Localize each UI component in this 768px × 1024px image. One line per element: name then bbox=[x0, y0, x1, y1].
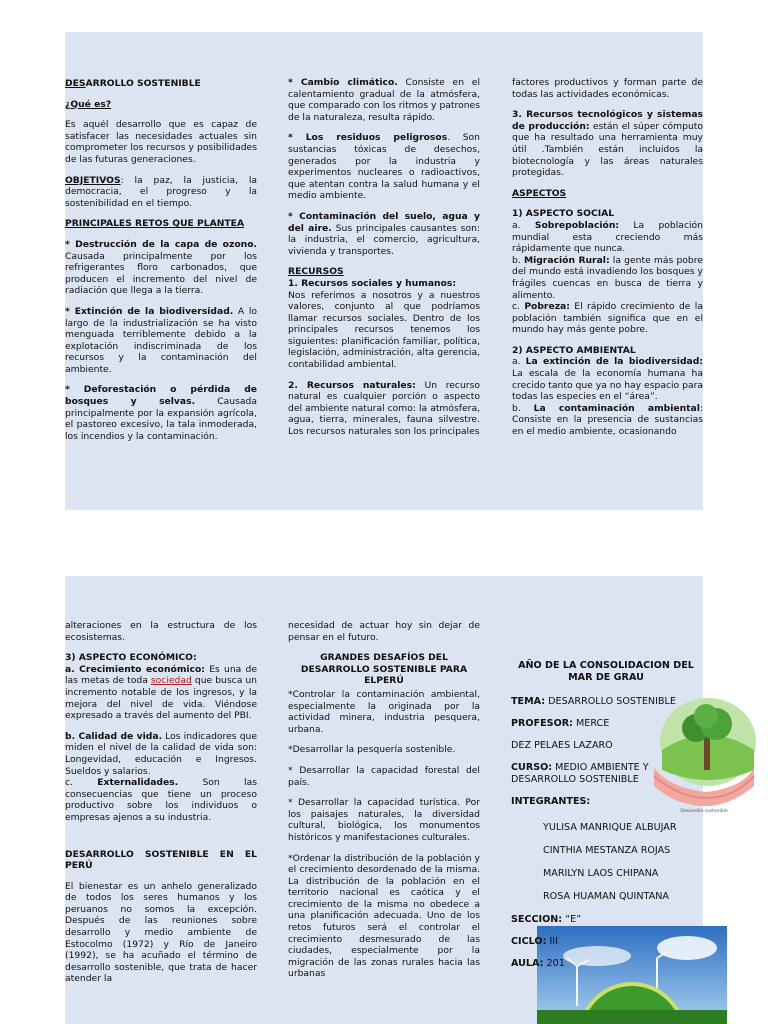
page2-column-2 bbox=[288, 620, 480, 989]
page1-column-3 bbox=[512, 77, 703, 447]
alteraciones-text: alteraciones en la estructura de los ecosistemas. bbox=[65, 620, 257, 643]
seccion-row: SECCION: “E” bbox=[511, 914, 582, 925]
residuos-peligrosos: * Los residuos peligrosos. Son sustancias tóxicas de desechos, generados por la industria y experimentos nucleares o radioactivos, que atentan contra la salud humana y el medio ambiente. bbox=[288, 132, 480, 202]
ciclo-row: CICLO: III bbox=[511, 936, 558, 947]
aspectos-heading: ASPECTOS bbox=[512, 187, 567, 199]
crecimiento-economico: a. Crecimiento económico: Es una de las metas de toda sociedad que busca un incremento notable de los ingresos, y la mejora del nivel de vida. Viéndose expresado a través del aumento del PBI. bbox=[65, 663, 257, 722]
tema-row: TEMA: DESARROLLO SOSTENIBLE bbox=[511, 696, 676, 707]
document-title: DESARROLLO SOSTENIBLE bbox=[65, 78, 201, 89]
objetivos-label: OBJETIVOS bbox=[65, 174, 121, 186]
que-es-heading: ¿Qué es? bbox=[65, 98, 112, 110]
migracion-rural: b. Migración Rural: la gente más pobre del mundo está invadiendo los bosques y frágiles cuencas en busca de tierra y alimento. bbox=[512, 254, 703, 301]
aspecto-economico-heading: 3) ASPECTO ECONÓMICO: bbox=[65, 652, 197, 664]
year-title: AÑO DE LA CONSOLIDACION DEL MAR DE GRAU bbox=[518, 660, 694, 683]
desafio-contaminacion: *Controlar la contaminación ambiental, especialmente la originada por la actividad minera, industria pesquera, urbana. bbox=[288, 688, 480, 735]
member-4: ROSA HUAMAN QUINTANA bbox=[543, 891, 669, 902]
objetivos-paragraph: OBJETIVOS: la paz, la justicia, la democracia, el progreso y la sostenibilidad en el tiempo. bbox=[65, 174, 257, 209]
externalidades: c. Externalidades. Son las consecuencias que tiene un proceso productivo sobre los individuos o empresas ajenos a su industria. bbox=[65, 777, 257, 823]
illustration-caption: Desarrollo sostenible bbox=[680, 809, 728, 814]
member-3: MARILYN LAOS CHIPANA bbox=[543, 868, 659, 879]
profesor-row: PROFESOR: MERCE bbox=[511, 718, 610, 729]
desarrollo-peru-text: El bienestar es un anhelo generalizado de todos los seres humanos y los peruanos no somos la excepción. Después de las reuniones sobre desarrollo y medio ambiente de Estocolmo (1972) y Río de Janeiro (1992), se ha acuñado el término de desarrollo sostenible, que trata de hacer atender la bbox=[65, 880, 257, 985]
desafio-pesqueria: *Desarrollar la pesquería sostenible. bbox=[288, 744, 456, 756]
member-1: YULISA MANRIQUE ALBUJAR bbox=[543, 822, 677, 833]
pobreza: c. Pobreza: El rápido crecimiento de la población también significa que en el mundo hay más gente pobre. bbox=[512, 301, 703, 336]
aula-row: AULA: 201 bbox=[511, 958, 565, 969]
recursos-sociales-text: Nos referimos a nosotros y a nuestros valores, conjunto al que podríamos llamar recursos sociales. Dentro de los principales recursos tenemos los siguientes: planificación familiar, política, legislación, administración, alta gerencia, contabilidad ambiental. bbox=[288, 289, 480, 371]
aspecto-ambiental-heading: 2) ASPECTO AMBIENTAL bbox=[512, 344, 636, 356]
contaminacion-ambiental: b. La contaminación ambiental: Consiste en la presencia de sustancias en el medio ambiente, ocasionando bbox=[512, 402, 703, 438]
extincion-biodiversidad: a. La extinción de la biodiversidad: La escala de la economía humana ha crecido tanto que ya no hay espacio para todas las especies en el “área”. bbox=[512, 356, 703, 403]
desafios-heading: GRANDES DESAFÍOS DEL DESARROLLO SOSTENIBLE PARA ELPERÚ bbox=[300, 652, 468, 687]
contaminacion-suelo: * Contaminación del suelo, agua y del aire. Sus principales causantes son: la industria, el comercio, agricultura, vivienda y transportes. bbox=[288, 210, 480, 257]
recursos-sociales-title: 1. Recursos sociales y humanos: bbox=[288, 277, 457, 289]
recursos-heading: RECURSOS bbox=[288, 266, 344, 278]
curso-row: CURSO: MEDIO AMBIENTE Y DESARROLLO SOSTENIBLE bbox=[511, 762, 649, 785]
aspecto-social-heading: 1) ASPECTO SOCIAL bbox=[512, 208, 615, 220]
que-es-text: Es aquél desarrollo que es capaz de satisfacer las necesidades actuales sin comprometer los recursos y posibilidades de las futuras generaciones. bbox=[65, 119, 257, 165]
recursos-naturales: 2. Recursos naturales: Un recurso natural es cualquier porción o aspecto del ambiente natural como: la atmósfera, agua, tierra, minerales, fauna silvestre. Los recursos naturales son los principales bbox=[288, 379, 480, 438]
retos-heading: PRINCIPALES RETOS QUE PLANTEA bbox=[65, 218, 245, 230]
sobrepoblacion: a. Sobrepoblación: La población mundial esta creciendo más rápidamente que nunca. bbox=[512, 219, 703, 255]
member-2: CINTHIA MESTANZA ROJAS bbox=[543, 845, 671, 856]
page2-column-1 bbox=[65, 620, 257, 994]
reto-deforestacion: * Deforestación o pérdida de bosques y selvas. Causada principalmente por la expansión agrícola, el pastoreo excesivo, la tala inmoderada, los incendios y la contaminación. bbox=[65, 384, 258, 442]
integrantes-label: INTEGRANTES: bbox=[511, 796, 591, 807]
reto-ozono: * Destrucción de la capa de ozono. Causada principalmente por los refrigerantes floro carbonados, que producen el incremento del nivel de radiación que llega a la tierra. bbox=[65, 238, 257, 297]
page1-column-1 bbox=[65, 78, 257, 451]
sociedad-link[interactable]: sociedad bbox=[150, 675, 192, 687]
desafio-poblacion: *Ordenar la distribución de la población y el crecimiento desordenado de la misma. La distribución de la población en el territorio nacional es caótica y el crecimiento de la misma no obedece a una planificación adecuada. Uno de los retos futuros será el controlar el crecimiento desmesurado de las ciudades, especialmente por la migración de las zonas rurales hacia las urbanas bbox=[288, 852, 480, 980]
reto-biodiversidad: * Extinción de la biodiversidad. A lo largo de la industrialización se ha visto menguada terriblemente debido a la explotación indiscriminada de los recursos y la contaminación del ambiente. bbox=[65, 305, 257, 375]
profesor-row-2: DEZ PELAES LAZARO bbox=[511, 740, 613, 751]
necesidad-text: necesidad de actuar hoy sin dejar de pensar en el futuro. bbox=[288, 620, 480, 643]
desarrollo-peru-heading: DESARROLLO SOSTENIBLE EN EL PERÚ bbox=[65, 848, 257, 872]
cambio-climatico: * Cambio climático. Consiste en el calentamiento gradual de la atmósfera, que comparado con los ritmos y patrones de la naturaleza, resulta rápido. bbox=[288, 77, 480, 123]
brochure-page-1 bbox=[65, 32, 703, 510]
calidad-de-vida: b. Calidad de vida. Los indicadores que miden el nivel de la calidad de vida son: Longevidad, educación e Ingresos. Sueldos y salarios. bbox=[65, 730, 257, 777]
page1-column-2 bbox=[288, 77, 480, 447]
desafio-forestal: * Desarrollar la capacidad forestal del país. bbox=[288, 764, 480, 788]
factores-productivos-text: factores productivos y forman parte de todas las actividades económicas. bbox=[512, 77, 703, 100]
recursos-tecnologicos: 3. Recursos tecnológicos y sistemas de producción: están el súper cómputo que ha resultado una herramienta muy útil .También están incluidos la biotecnología y las áreas naturales protegidas. bbox=[512, 109, 703, 179]
desafio-turistica: * Desarrollar la capacidad turística. Por los paisajes naturales, la diversidad cultural, biológica, los monumentos históricos y manifestaciones culturales. bbox=[288, 797, 480, 843]
